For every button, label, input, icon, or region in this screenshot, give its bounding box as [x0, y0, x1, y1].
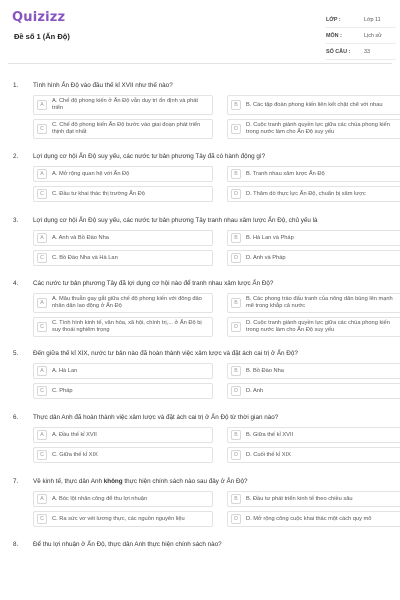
answer-option-d[interactable] — [227, 186, 400, 202]
answer-option-d[interactable] — [227, 119, 400, 139]
option-text: A. Chế độ phong kiến ở Ấn Độ vẫn duy trì ổn định và phát triển — [52, 98, 199, 111]
question-text: Lợi dụng cơ hội Ấn Độ suy yếu, các nước tư bản phương Tây tranh nhau xâm lược Ấn Độ, chủ yếu là — [33, 217, 318, 224]
option-text: A. Mở rộng quan hệ với Ấn Độ — [52, 170, 130, 177]
answer-option-a[interactable] — [33, 363, 213, 379]
option-text: A. Hà Lan — [52, 367, 78, 374]
option-text: C. Ra sức vơ vét lương thực, các nguồn nguyên liệu — [52, 515, 185, 522]
question-text: Tình hình Ấn Độ vào đầu thế kỉ XVII như thế nào? — [33, 82, 173, 89]
answer-option-c[interactable] — [33, 383, 213, 399]
option-letter: C — [37, 514, 47, 524]
meta-label: MÔN : — [326, 32, 342, 39]
answer-option-c[interactable] — [33, 447, 213, 463]
question-6 — [10, 413, 390, 463]
option-text: D. Cuối thế kỉ XIX — [246, 451, 291, 458]
answer-option-a[interactable] — [33, 95, 213, 115]
question-1 — [10, 81, 390, 139]
answer-option-c[interactable] — [33, 511, 213, 527]
option-text: A. Bóc lột nhân công để thu lợi nhuận — [52, 495, 148, 502]
answer-option-d[interactable] — [227, 250, 400, 266]
option-letter: D — [231, 124, 241, 134]
option-letter: C — [37, 189, 47, 199]
answer-option-c[interactable] — [33, 186, 213, 202]
option-letter: B — [231, 430, 241, 440]
option-letter: C — [37, 124, 47, 134]
answer-option-a[interactable] — [33, 427, 213, 443]
question-number: 7. — [13, 478, 19, 485]
question-text-emphasis: không — [103, 478, 123, 485]
question-7 — [10, 477, 390, 527]
answer-option-a[interactable] — [33, 166, 213, 182]
answer-option-b[interactable] — [227, 427, 400, 443]
quizizz-logo: Quizizz — [12, 10, 66, 25]
meta-row-question-count — [326, 44, 396, 60]
question-2 — [10, 152, 390, 202]
option-letter: B — [231, 494, 241, 504]
option-letter: A — [37, 494, 47, 504]
option-text: D. Cuộc tranh giành quyền lực giữa các chúa phong kiến trong nước làm cho Ấn Độ suy yếu — [246, 320, 390, 333]
option-text: C. Chế độ phong kiến Ấn Độ bước vào giai đoạn phát triển thịnh đạt nhất — [52, 122, 201, 135]
answer-option-d[interactable] — [227, 317, 400, 337]
answer-option-a[interactable] — [33, 293, 213, 313]
question-text: Đến giữa thế kỉ XIX, nước tư bản nào đã hoàn thành việc xâm lược và đặt ách cai trị ở Ấn Độ? — [33, 350, 298, 357]
answer-option-a[interactable] — [33, 230, 213, 246]
question-3 — [10, 216, 390, 266]
option-text: B. Các phong trào đấu tranh của nông dân bùng lên mạnh mẽ trong khắp cả nước — [246, 296, 393, 309]
meta-label: SỐ CÂU : — [326, 48, 351, 55]
question-list — [0, 81, 400, 549]
meta-row-grade — [326, 12, 396, 28]
option-letter: A — [37, 169, 47, 179]
answer-option-b[interactable] — [227, 293, 400, 313]
option-text: D. Cuộc tranh giành quyền lực giữa các chúa phong kiến trong nước làm cho Ấn Độ suy yếu — [246, 122, 390, 135]
answer-option-b[interactable] — [227, 363, 400, 379]
option-letter: A — [37, 100, 47, 110]
meta-row-subject — [326, 28, 396, 44]
option-text: C. Bồ Đào Nha và Hà Lan — [52, 254, 118, 261]
option-text: C. Pháp — [52, 387, 73, 394]
answer-option-d[interactable] — [227, 383, 400, 399]
option-letter: B — [231, 298, 241, 308]
option-letter: A — [37, 233, 47, 243]
option-letter: D — [231, 253, 241, 263]
option-text: A. Đầu thế kỉ XVII — [52, 431, 97, 438]
option-letter: C — [37, 322, 47, 332]
option-letter: A — [37, 366, 47, 376]
question-number: 4. — [13, 280, 19, 287]
question-text-before: Về kinh tế, thực dân Anh — [33, 478, 104, 485]
option-letter: A — [37, 298, 47, 308]
option-letter: B — [231, 100, 241, 110]
meta-label: LỚP : — [326, 16, 341, 23]
option-letter: B — [231, 233, 241, 243]
option-text: D. Thăm dò thực lực Ấn Độ, chuẩn bị xâm lược — [246, 190, 366, 197]
answer-option-d[interactable] — [227, 447, 400, 463]
option-letter: B — [231, 366, 241, 376]
option-text: A. Anh và Bồ Đào Nha — [52, 234, 109, 241]
option-letter: D — [231, 322, 241, 332]
option-letter: A — [37, 430, 47, 440]
option-text: B. Đầu tư phát triển kinh tế theo chiều sâu — [246, 495, 353, 502]
option-text: D. Anh và Pháp — [246, 254, 286, 261]
worksheet-header — [8, 0, 392, 64]
quiz-meta — [326, 12, 396, 60]
option-letter: C — [37, 253, 47, 263]
question-number: 1. — [13, 82, 19, 89]
question-5 — [10, 349, 390, 399]
question-number: 5. — [13, 350, 19, 357]
option-text: D. Mở rộng công cuộc khai thác một cách quy mô — [246, 515, 372, 522]
meta-value: Lịch sử — [364, 32, 382, 39]
option-text: B. Hà Lan và Pháp — [246, 234, 294, 241]
answer-option-c[interactable] — [33, 317, 213, 337]
answer-option-c[interactable] — [33, 119, 213, 139]
option-text: C. Giữa thế kỉ XIX — [52, 451, 98, 458]
question-text-after: thực hiện chính sách nào sau đây ở Ấn Độ? — [122, 478, 248, 485]
option-text: B. Các tập đoàn phong kiến liên kết chặt chẽ với nhau — [246, 101, 383, 108]
option-letter: B — [231, 169, 241, 179]
option-letter: D — [231, 514, 241, 524]
question-text: Để thu lợi nhuận ở Ấn Độ, thực dân Anh thực hiện chính sách nào? — [33, 541, 222, 548]
answer-option-a[interactable] — [33, 491, 213, 507]
option-text: B. Bồ Đào Nha — [246, 367, 284, 374]
question-number: 3. — [13, 217, 19, 224]
option-letter: C — [37, 386, 47, 396]
answer-option-b[interactable] — [227, 230, 400, 246]
answer-option-b[interactable] — [227, 491, 400, 507]
option-letter: C — [37, 450, 47, 460]
option-letter: D — [231, 450, 241, 460]
question-text: Lợi dụng cơ hội Ấn Độ suy yếu, các nước tư bản phương Tây đã có hành động gì? — [33, 153, 266, 160]
option-text: A. Mâu thuẫn gay gắt giữa chế độ phong kiến với đông đảo nhân dân lao động ở Ấn Độ — [52, 296, 202, 309]
question-text: Các nước tư bản phương Tây đã lợi dụng cơ hội nào để tranh nhau xâm lược Ấn Độ? — [33, 280, 274, 287]
option-letter: D — [231, 386, 241, 396]
meta-value: Lớp 11 — [364, 16, 381, 23]
quiz-title: Đề số 1 (Ấn Độ) — [14, 32, 70, 41]
meta-value: 33 — [364, 48, 370, 55]
answer-option-d[interactable] — [227, 511, 400, 527]
question-text: Thực dân Anh đã hoàn thành việc xâm lược và đặt ách cai trị ở Ấn Độ từ thời gian nào? — [33, 414, 279, 421]
option-text: B. Tranh nhau xâm lược Ấn Độ — [246, 170, 325, 177]
option-text: C. Tình hình kinh tế, văn hóa, xã hội, chính trị,... ở Ấn Độ bị suy thoái nghiêm trọng — [52, 320, 202, 333]
question-text — [33, 477, 248, 486]
question-number: 6. — [13, 414, 19, 421]
question-number: 2. — [13, 153, 19, 160]
question-4 — [10, 279, 393, 337]
question-8 — [10, 540, 390, 549]
option-text: D. Anh — [246, 387, 264, 394]
answer-option-b[interactable] — [227, 166, 400, 182]
option-letter: D — [231, 189, 241, 199]
option-text: B. Giữa thế kỉ XVII — [246, 431, 294, 438]
question-number: 8. — [13, 541, 19, 548]
answer-option-b[interactable] — [227, 95, 400, 115]
option-text: C. Đầu tư khai thác thị trường Ấn Độ — [52, 190, 145, 197]
answer-option-c[interactable] — [33, 250, 213, 266]
